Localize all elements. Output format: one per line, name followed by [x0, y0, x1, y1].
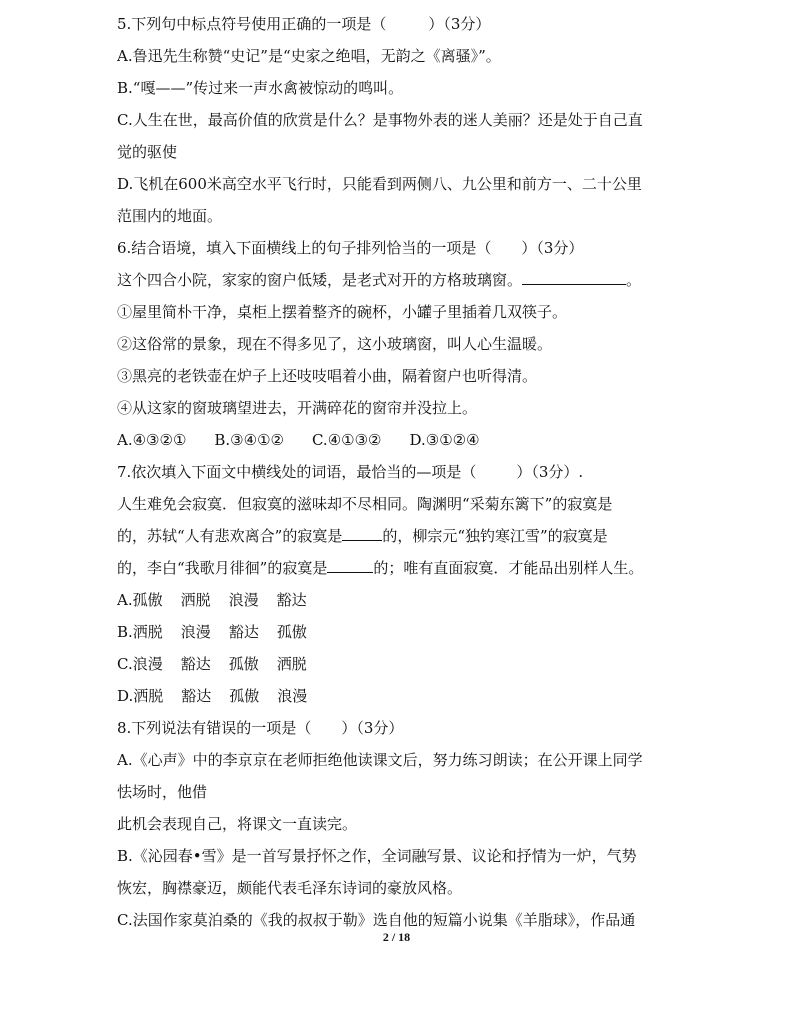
q6-stem-text: 6.结合语境，填入下面横线上的句子排列恰当的一项是（	[117, 239, 492, 257]
q7-score: ）（3分）.	[516, 463, 584, 481]
q6-sentence-4: ④从这家的窗玻璃望进去，开满碎花的窗帘并没拉上。	[117, 399, 478, 417]
q7-stem	[117, 456, 692, 488]
q6-context	[117, 264, 692, 296]
q7-a-word-3: 浪漫	[228, 591, 259, 609]
q7-a-word-1: A.孤傲	[117, 591, 163, 609]
q7-c-word-2: 豁达	[180, 655, 211, 673]
q5-option-c-line2: 觉的驱使	[117, 143, 178, 161]
q8-option-a-line3: 此机会表现自己，将课文一直读完。	[117, 815, 358, 833]
q8-score: ）（3分）	[341, 719, 404, 737]
q7-passage-2b: 的，柳宗元“独钓寒江雪”的寂寞是	[382, 527, 608, 545]
page-number: 2 / 18	[382, 930, 411, 944]
q5-option-b: B.“嘎——”传过来一声水禽被惊动的鸣叫。	[117, 79, 404, 97]
q7-passage-line3	[117, 552, 692, 584]
q7-d-word-4: 浪漫	[277, 687, 308, 705]
q5-stem	[117, 8, 692, 40]
q7-option-b	[117, 616, 692, 648]
fill-blank	[327, 571, 373, 573]
q7-c-word-3: 孤傲	[228, 655, 259, 673]
q7-c-word-4: 洒脱	[276, 655, 307, 673]
q8-stem	[117, 712, 692, 744]
q7-c-word-1: C.浪漫	[117, 655, 163, 673]
q6-score: ）（3分）	[521, 239, 584, 257]
q5-score: ）（3分）	[428, 15, 491, 33]
q5-option-d-line1: D.飞机在600米高空水平飞行时，只能看到两侧八、九公里和前方一、二十公里	[117, 175, 642, 193]
q7-d-word-1: D.洒脱	[117, 687, 164, 705]
q5-option-c-line1: C.人生在世，最高价值的欣赏是什么？是事物外表的迷人美丽？还是处于自己直	[117, 111, 643, 129]
q5-option-d-line2: 范围内的地面。	[117, 207, 223, 225]
fill-blank	[522, 283, 626, 285]
q6-sentence-2: ②这俗常的景象，现在不得多见了，这小玻璃窗，叫人心生温暖。	[117, 335, 553, 353]
q6-option-c: C.④①③②	[311, 431, 382, 449]
q7-option-a	[117, 584, 692, 616]
q7-option-c	[117, 648, 692, 680]
q5-stem-text: 5.下列句中标点符号使用正确的一项是（	[117, 15, 387, 33]
q7-passage-line1: 人生难免会寂寞．但寂寞的滋味却不尽相同。陶渊明“采菊东篱下”的寂寞是	[117, 495, 613, 513]
q6-option-d: D.③①②④	[409, 431, 480, 449]
q6-option-b: B.③④①②	[214, 431, 284, 449]
q7-a-word-2: 洒脱	[180, 591, 211, 609]
fill-blank	[342, 539, 382, 541]
q6-option-a: A.④③②①	[117, 431, 187, 449]
q6-sentence-1: ①屋里简朴干净，桌柜上摆着整齐的碗杯，小罐子里插着几双筷子。	[117, 303, 568, 321]
question-content	[117, 8, 692, 936]
q7-passage-line2	[117, 520, 692, 552]
q8-option-c-line1: C.法国作家莫泊桑的《我的叔叔于勒》选自他的短篇小说集《羊脂球》，作品通	[117, 911, 636, 929]
q7-d-word-3: 孤傲	[229, 687, 260, 705]
q6-options	[117, 424, 692, 456]
q7-passage-2a: 的，苏轼“人有悲欢离合”的寂寞是	[117, 527, 343, 545]
q7-option-d	[117, 680, 692, 712]
q8-option-a-line1: A.《心声》中的李京京在老师拒绝他读课文后，努力练习朗读；在公开课上同学	[117, 751, 643, 769]
q7-passage-3a: 的，李白“我歌月徘徊”的寂寞是	[117, 559, 328, 577]
q6-context-end: 。	[626, 271, 642, 289]
q8-option-b-line1: B.《沁园春•雪》是一首写景抒怀之作，全词融写景、议论和抒情为一炉，气势	[117, 847, 637, 865]
q6-context-text: 这个四合小院，家家的窗户低矮，是老式对开的方格玻璃窗。	[117, 271, 523, 289]
q8-option-a-line2: 怯场时，他借	[117, 783, 208, 801]
q7-stem-text: 7.依次填入下面文中横线处的词语，最恰当的—项是（	[117, 463, 477, 481]
q8-stem-text: 8.下列说法有错误的一项是（	[117, 719, 312, 737]
q6-stem	[117, 232, 692, 264]
q7-b-word-3: 豁达	[228, 623, 259, 641]
q5-option-a: A.鲁迅先生称赞“史记”是“史家之绝唱，无韵之《离骚》”。	[117, 47, 501, 65]
q8-option-b-line2: 恢宏，胸襟豪迈，颇能代表毛泽东诗词的豪放风格。	[117, 879, 463, 897]
q7-a-word-4: 豁达	[276, 591, 307, 609]
q7-b-word-2: 浪漫	[180, 623, 211, 641]
q7-b-word-4: 孤傲	[276, 623, 307, 641]
q7-d-word-2: 豁达	[181, 687, 212, 705]
q7-b-word-1: B.洒脱	[117, 623, 163, 641]
q7-passage-3b: 的；唯有直面寂寞．才能品出别样人生。	[373, 559, 644, 577]
q6-sentence-3: ③黑亮的老铁壶在炉子上还吱吱唱着小曲，隔着窗户也听得清。	[117, 367, 538, 385]
